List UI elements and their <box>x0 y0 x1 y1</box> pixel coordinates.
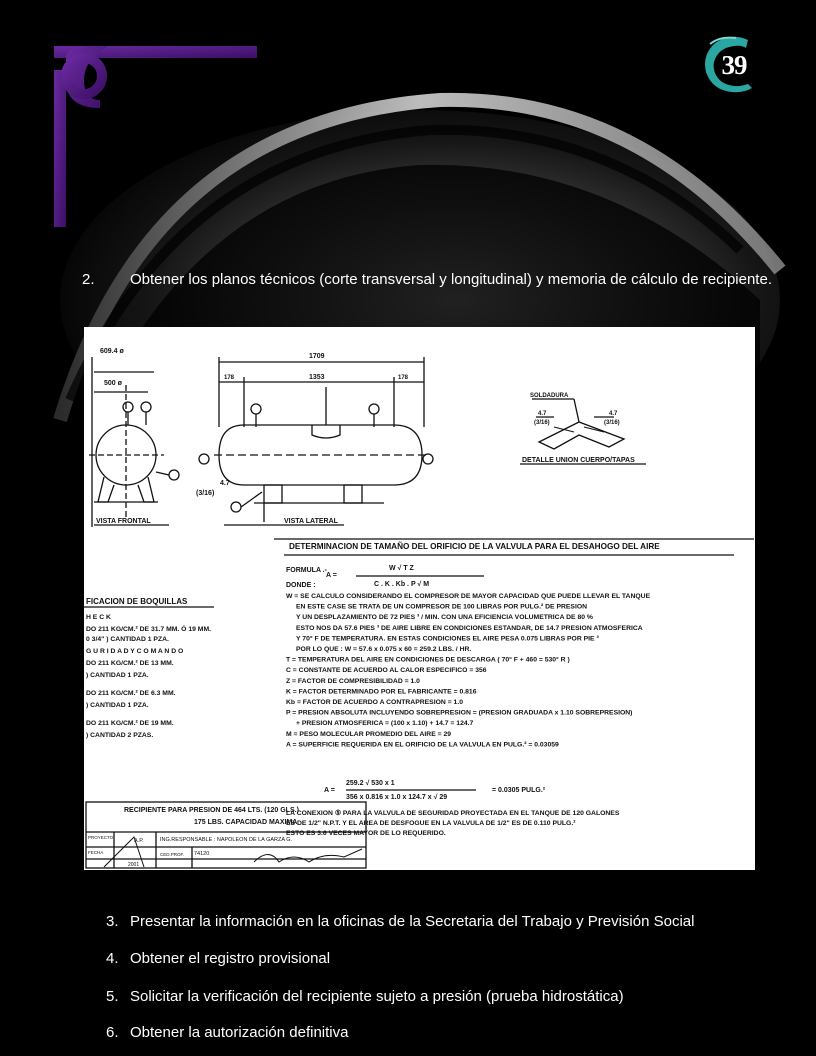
calc-line: EN ESTE CASE SE TRATA DE UN COMPRESOR DE 100 LIBRAS POR PULG.² DE PRESION <box>296 603 588 611</box>
step-number: 6. <box>106 1024 119 1041</box>
calc-line: Y UN DESPLAZAMIENTO DE 72 PIES ³ / MIN. CON UNA EFICIENCIA VOLUMETRICA DE 80 % <box>296 614 593 622</box>
title-block-cedula: CED.PROF. <box>160 852 185 857</box>
boquilla-line: ) CANTIDAD 1 PZA. <box>86 702 149 709</box>
title-block-date: 2001 <box>128 862 140 868</box>
weld-caption: DETALLE UNION CUERPO/TAPAS <box>522 457 635 464</box>
boquilla-line: DO 211 KG/CM.² DE 19 MM. <box>86 720 174 727</box>
step-number: 5. <box>106 988 119 1005</box>
weld-dim: 4.7 <box>538 411 547 417</box>
boquilla-line: DO 211 KG/CM.² DE 13 MM. <box>86 660 174 667</box>
weld-dim: 4.7 <box>609 411 618 417</box>
conclusion-line: ES DE 1/2" N.P.T. Y EL AREA DE DESFOGUE EN LA VALVULA DE 1/2" ES DE 0.110 PULG.² <box>286 820 576 827</box>
dim-4-7: 4.7 <box>220 480 230 487</box>
formula-den: C . K . Kb . P √ M <box>374 581 430 588</box>
formula-a: A = <box>326 572 337 579</box>
calc-line: Kb = FACTOR DE ACUERDO A CONTRAPRESION = 1.0 <box>286 699 463 706</box>
step-2 <box>82 271 784 289</box>
calc-line: M = PESO MOLECULAR PROMEDIO DEL AIRE = 29 <box>286 730 452 738</box>
formula-num: W √ T Z <box>389 565 414 572</box>
calc-line: T = TEMPERATURA DEL AIRE EN CONDICIONES DE DESCARGA ( 70° F + 460 = 530° R ) <box>286 656 570 664</box>
step-4 <box>106 950 760 968</box>
title-block-line1: RECIPIENTE PARA PRESION DE 464 LTS. (120 GLS.) <box>124 807 299 814</box>
dim-500: 500 ø <box>104 380 122 387</box>
step-3 <box>106 913 760 931</box>
boquilla-line: H E C K <box>86 614 111 621</box>
calc-line: Z = FACTOR DE COMPRESIBILIDAD = 1.0 <box>286 677 420 685</box>
calc-result: = 0.0305 PULG.² <box>492 787 546 794</box>
boquilla-line: DO 211 KG/CM.² DE 6.3 MM. <box>86 690 176 697</box>
calc-line: + PRESION ATMOSFERICA = (100 x 1.10) + 14.7 = 124.7 <box>296 720 474 728</box>
conclusion-line: ESTO ES 3.6 VECES MAYOR DE LO REQUERIDO. <box>286 830 446 837</box>
view-front-label: VISTA FRONTAL <box>96 518 151 525</box>
step-6 <box>106 1024 760 1042</box>
calc-line: C = CONSTANTE DE ACUERDO AL CALOR ESPECIFICO = 356 <box>286 667 487 675</box>
step-text: Obtener el registro provisional <box>130 950 331 967</box>
weld-dim: (3/16) <box>604 420 620 426</box>
calc-line: POR LO QUE : W = 57.6 x 0.075 x 60 = 259.2 LBS. / HR. <box>296 646 472 653</box>
section-title: DETERMINACION DE TAMAÑO DEL ORIFICIO DE LA VALVULA PARA EL DESAHOGO DEL AIRE <box>289 542 660 551</box>
boquilla-line: 0 3/4" ) CANTIDAD 1 PZA. <box>86 636 169 643</box>
dim-3-16: (3/16) <box>196 490 215 497</box>
step-number: 3. <box>106 913 119 930</box>
title-block-cedula-num: 74120 <box>194 851 210 857</box>
technical-drawing <box>84 327 755 870</box>
title-block-fecha: FECHA <box>88 850 104 855</box>
boquillas-title: FICACION DE BOQUILLAS <box>86 597 188 606</box>
step-text: Obtener los planos técnicos (corte transversal y longitudinal) y memoria de cálculo de recipiente. <box>130 271 772 288</box>
step-number: 2. <box>82 271 95 288</box>
step-text: Obtener la autorización definitiva <box>130 1024 349 1041</box>
boquilla-line: G U R I D A D Y C O M A N D O <box>86 648 184 655</box>
step-5 <box>106 988 760 1006</box>
calc-a: A = <box>324 787 335 794</box>
purple-bar-left <box>54 70 66 227</box>
weld-dim: (3/16) <box>534 420 550 426</box>
dim-1353: 1353 <box>309 374 325 381</box>
step-text: Presentar la información en la oficinas de la Secretaria del Trabajo y Previsión Social <box>130 913 695 930</box>
calc-line: A = SUPERFICIE REQUERIDA EN EL ORIFICIO DE LA VALVULA EN PULG.² = 0.03059 <box>286 741 559 749</box>
calc-line: P = PRESION ABSOLUTA INCLUYENDO SOBREPRESION = (PRESION GRADUADA x 1.10 SOBREPRESION) <box>286 709 633 717</box>
formula-label: FORMULA .- <box>286 567 327 574</box>
calc-line: Y 70° F DE TEMPERATURA. EN ESTAS CONDICIONES EL AIRE PESA 0.075 LIBRAS POR PIE ³ <box>296 635 599 643</box>
calc-line: K = FACTOR DETERMINADO POR EL FABRICANTE = 0.816 <box>286 688 477 696</box>
formula-donde: DONDE : <box>286 582 316 589</box>
boquilla-line: ) CANTIDAD 1 PZA. <box>86 672 149 679</box>
title-block-initials: A.P. <box>134 838 144 844</box>
dim-609: 609.4 ø <box>100 348 124 355</box>
step-number: 4. <box>106 950 119 967</box>
title-block-proyecto: PROYECTO <box>88 835 114 840</box>
title-block-line2: 175 LBS. CAPACIDAD MAXIMA <box>194 819 298 826</box>
dim-1709: 1709 <box>309 353 325 360</box>
calc-line: W = SE CALCULO CONSIDERANDO EL COMPRESOR DE MAYOR CAPACIDAD QUE PUEDE LLEVAR EL TANQUE <box>286 593 651 600</box>
dim-178-right: 178 <box>398 375 409 381</box>
calc-line: ESTO NOS DA 57.6 PIES ³ DE AIRE LIBRE EN CONDICIONES ESTANDAR, DE 14.7 PRESION ATMOSFERICA <box>296 624 643 632</box>
step-text: Solicitar la verificación del recipiente sujeto a presión (prueba hidrostática) <box>130 988 624 1005</box>
title-block-responsable: ING.RESPONSABLE : NAPOLEON DE LA GARZA G. <box>160 837 293 843</box>
conclusion-line: LA CONEXION ⑤ PARA LA VALVULA DE SEGURIDAD PROYECTADA EN EL TANQUE DE 120 GALONES <box>286 810 620 817</box>
dim-178-left: 178 <box>224 375 235 381</box>
boquilla-line: ) CANTIDAD 2 PZAS. <box>86 732 154 739</box>
page-number: 39 <box>721 50 747 80</box>
weld-label: SOLDADURA <box>530 393 569 399</box>
boquilla-line: DO 211 KG/CM.² DE 31.7 MM. Ó 19 MM. <box>86 626 212 633</box>
calc-num: 259.2 √ 530 x 1 <box>346 780 395 787</box>
view-side-label: VISTA LATERAL <box>284 518 338 525</box>
calc-den: 356 x 0.816 x 1.0 x 124.7 x √ 29 <box>346 794 448 801</box>
